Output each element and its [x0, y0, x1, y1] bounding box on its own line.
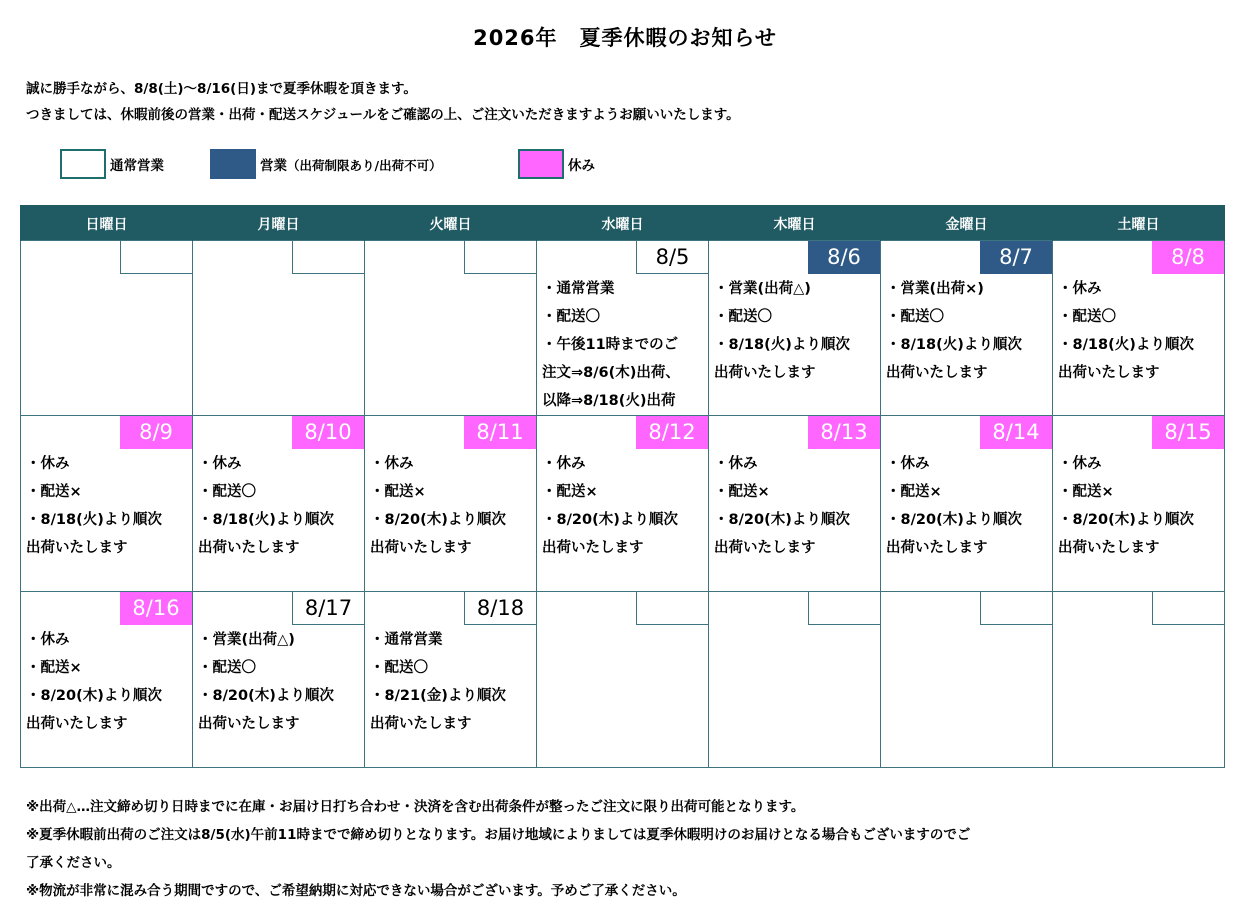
day-date-label: 8/18: [464, 592, 536, 625]
schedule-line: 出荷いたします: [714, 365, 816, 381]
schedule-line: ・休み: [26, 456, 70, 472]
schedule-line: 出荷いたします: [1058, 540, 1160, 556]
calendar-day-cell: [193, 416, 365, 592]
calendar-day-cell: [21, 416, 193, 592]
schedule-line: 出荷いたします: [370, 540, 472, 556]
calendar-week-row: [21, 592, 1225, 768]
weekday-tue: 火曜日: [365, 205, 537, 241]
schedule-line: 出荷いたします: [886, 365, 988, 381]
day-date-label: [808, 592, 880, 625]
calendar-day-cell: [537, 241, 709, 416]
calendar-day-cell: [365, 241, 537, 416]
schedule-line: ・8/20(木)より順次: [714, 512, 850, 528]
schedule-line: ・営業(出荷×): [886, 281, 984, 297]
day-date-label: [464, 241, 536, 274]
schedule-line: ・8/20(木)より順次: [886, 512, 1022, 528]
calendar-table: [20, 205, 1225, 768]
schedule-line: ・8/20(木)より順次: [198, 688, 334, 704]
day-date-label: [292, 241, 364, 274]
calendar-day-cell: [193, 592, 365, 768]
schedule-line: ・休み: [886, 456, 930, 472]
day-date-label: 8/17: [292, 592, 364, 625]
day-schedule: [1058, 275, 1222, 387]
weekday-mon: 月曜日: [193, 205, 365, 241]
weekday-sun: 日曜日: [21, 205, 193, 241]
calendar-day-cell: [709, 592, 881, 768]
calendar-day-cell: [365, 592, 537, 768]
schedule-line: ・8/18(火)より順次: [886, 337, 1022, 353]
calendar-day-cell: [1053, 416, 1225, 592]
schedule-line: ・配送〇: [198, 484, 256, 500]
schedule-line: ・配送〇: [1058, 309, 1116, 325]
day-schedule: [198, 450, 362, 562]
weekday-sat: 土曜日: [1053, 205, 1225, 241]
calendar-day-cell: [365, 416, 537, 592]
schedule-line: ・8/18(火)より順次: [714, 337, 850, 353]
weekday-fri: 金曜日: [881, 205, 1053, 241]
day-date-label: 8/5: [636, 241, 708, 274]
day-date-label: 8/14: [980, 416, 1052, 449]
schedule-line: ・配送〇: [714, 309, 772, 325]
day-date-label: 8/13: [808, 416, 880, 449]
schedule-line: ・営業(出荷△): [714, 281, 811, 297]
day-date-label: [120, 241, 192, 274]
schedule-line: 注文⇒8/6(木)出荷、: [542, 365, 680, 381]
schedule-line: ・配送〇: [542, 309, 600, 325]
calendar-day-cell: [881, 241, 1053, 416]
schedule-line: 出荷いたします: [198, 540, 300, 556]
schedule-line: ・8/18(火)より順次: [26, 512, 162, 528]
day-schedule: [198, 626, 362, 738]
day-schedule: [886, 450, 1050, 562]
day-date-label: 8/15: [1152, 416, 1224, 449]
day-date-label: 8/11: [464, 416, 536, 449]
schedule-line: ・配送〇: [198, 660, 256, 676]
schedule-line: ・午後11時までのご: [542, 337, 679, 353]
day-schedule: [542, 450, 706, 562]
schedule-line: ・8/18(火)より順次: [1058, 337, 1194, 353]
schedule-line: ・8/20(木)より順次: [370, 512, 506, 528]
day-schedule: [542, 275, 706, 415]
legend-label-normal: 通常営業: [110, 158, 164, 174]
schedule-line: ・配送〇: [370, 660, 428, 676]
intro-text: [26, 76, 740, 128]
calendar-day-cell: [1053, 241, 1225, 416]
schedule-line: ・配送×: [714, 484, 770, 500]
day-date-label: [636, 592, 708, 625]
schedule-line: ・配送〇: [886, 309, 944, 325]
legend-limited: [210, 147, 442, 181]
footnote-line: ※夏季休暇前出荷のご注文は8/5(水)午前11時までで締め切りとなります。お届け地域によりましては夏季休暇明けのお届けとなる場合もございますのでご: [26, 827, 971, 843]
day-schedule: [714, 450, 878, 562]
schedule-line: ・8/18(火)より順次: [198, 512, 334, 528]
schedule-line: 出荷いたします: [714, 540, 816, 556]
schedule-line: 出荷いたします: [886, 540, 988, 556]
schedule-line: ・休み: [542, 456, 586, 472]
day-date-label: 8/9: [120, 416, 192, 449]
day-date-label: 8/10: [292, 416, 364, 449]
day-schedule: [1058, 450, 1222, 562]
schedule-line: 出荷いたします: [198, 716, 300, 732]
day-date-label: 8/16: [120, 592, 192, 625]
schedule-line: 以降⇒8/18(火)出荷: [542, 393, 676, 409]
weekday-header-row: [21, 205, 1225, 241]
footnote-line: 了承ください。: [26, 855, 121, 871]
day-schedule: [26, 450, 190, 562]
schedule-line: ・休み: [198, 456, 242, 472]
legend-holiday: [518, 147, 595, 181]
intro-line: つきましては、休暇前後の営業・出荷・配送スケジュールをご確認の上、ご注文いただきますようお願いいたします。: [26, 107, 740, 123]
schedule-line: 出荷いたします: [542, 540, 644, 556]
calendar-day-cell: [193, 241, 365, 416]
schedule-line: ・8/20(木)より順次: [26, 688, 162, 704]
schedule-line: ・休み: [714, 456, 758, 472]
page-title: 2026年 夏季休暇のお知らせ: [473, 26, 777, 50]
calendar-day-cell: [881, 416, 1053, 592]
schedule-line: ・配送×: [26, 484, 82, 500]
weekday-wed: 水曜日: [537, 205, 709, 241]
day-date-label: 8/6: [808, 241, 880, 274]
day-date-label: 8/12: [636, 416, 708, 449]
legend-label-holiday: 休み: [568, 158, 595, 174]
schedule-line: ・8/20(木)より順次: [542, 512, 678, 528]
legend-normal: [60, 147, 164, 181]
day-schedule: [714, 275, 878, 387]
day-date-label: 8/8: [1152, 241, 1224, 274]
schedule-line: ・通常営業: [370, 632, 443, 648]
schedule-line: ・配送×: [886, 484, 942, 500]
day-schedule: [370, 626, 534, 738]
legend-swatch-limited: [210, 149, 256, 179]
schedule-line: ・営業(出荷△): [198, 632, 295, 648]
day-date-label: [1152, 592, 1224, 625]
schedule-line: ・配送×: [26, 660, 82, 676]
footnotes: [26, 793, 1226, 905]
schedule-line: 出荷いたします: [1058, 365, 1160, 381]
legend-swatch-holiday: [518, 149, 564, 179]
schedule-line: ・通常営業: [542, 281, 615, 297]
schedule-line: ・休み: [370, 456, 414, 472]
schedule-line: ・8/21(金)より順次: [370, 688, 506, 704]
calendar-day-cell: [21, 592, 193, 768]
day-schedule: [370, 450, 534, 562]
schedule-line: ・休み: [1058, 456, 1102, 472]
intro-line: 誠に勝手ながら、8/8(土)～8/16(日)まで夏季休暇を頂きます。: [26, 81, 417, 97]
calendar-day-cell: [709, 416, 881, 592]
calendar-day-cell: [1053, 592, 1225, 768]
day-date-label: 8/7: [980, 241, 1052, 274]
calendar-day-cell: [537, 592, 709, 768]
legend-swatch-normal: [60, 149, 106, 179]
schedule-line: ・休み: [1058, 281, 1102, 297]
calendar-day-cell: [21, 241, 193, 416]
calendar-day-cell: [881, 592, 1053, 768]
schedule-line: 出荷いたします: [370, 716, 472, 732]
calendar-day-cell: [709, 241, 881, 416]
day-date-label: [980, 592, 1052, 625]
schedule-line: 出荷いたします: [26, 716, 128, 732]
footnote-line: ※物流が非常に混み合う期間ですので、ご希望納期に対応できない場合がございます。予めご了承ください。: [26, 883, 686, 899]
footnote-line: ※出荷△…注文締め切り日時までに在庫・お届け日打ち合わせ・決済を含む出荷条件が整ったご注文に限り出荷可能となります。: [26, 799, 805, 815]
calendar-week-row: [21, 241, 1225, 416]
schedule-line: ・8/20(木)より順次: [1058, 512, 1194, 528]
weekday-thu: 木曜日: [709, 205, 881, 241]
schedule-line: ・配送×: [542, 484, 598, 500]
calendar-day-cell: [537, 416, 709, 592]
schedule-line: ・配送×: [1058, 484, 1114, 500]
day-schedule: [886, 275, 1050, 387]
schedule-line: 出荷いたします: [26, 540, 128, 556]
day-schedule: [26, 626, 190, 738]
calendar-week-row: [21, 416, 1225, 592]
schedule-line: ・休み: [26, 632, 70, 648]
schedule-line: ・配送×: [370, 484, 426, 500]
legend-label-limited: 営業（出荷制限あり/出荷不可）: [260, 158, 442, 174]
